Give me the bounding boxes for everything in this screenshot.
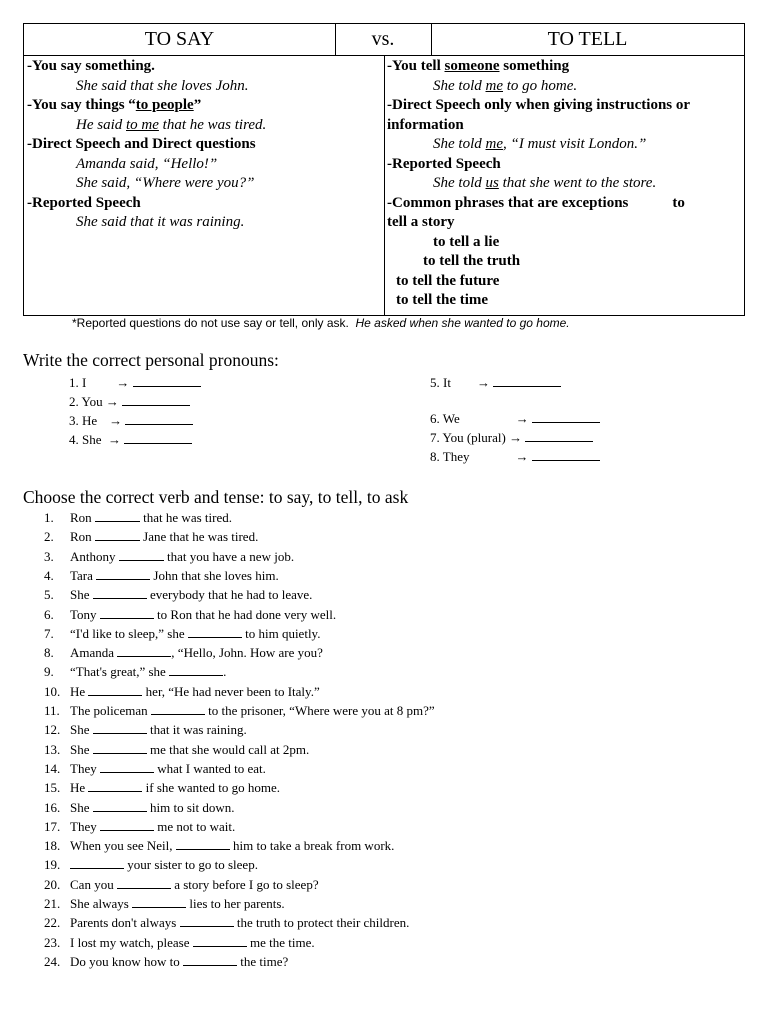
pronoun-item-7: 7. You (plural) → xyxy=(430,430,593,446)
say-rule-3: -Direct Speech and Direct questions xyxy=(27,136,256,152)
exercise-number: 1. xyxy=(44,510,54,525)
exercise-item xyxy=(44,800,235,816)
answer-blank[interactable] xyxy=(96,568,150,580)
answer-blank[interactable] xyxy=(117,877,171,889)
exercise-number: 7. xyxy=(44,625,54,641)
exercise-number: 22. xyxy=(44,915,61,931)
answer-blank[interactable] xyxy=(124,432,192,444)
exercise-item xyxy=(44,742,309,758)
exercise-text-after: to the prisoner, “Where were you at 8 pm?” xyxy=(204,703,435,718)
exercise-text-before: Tara xyxy=(70,567,97,583)
header-divider-2 xyxy=(431,24,432,56)
exercise-number: 11. xyxy=(44,703,60,718)
exercise-text-after: her, “He had never been to Italy.” xyxy=(142,683,320,699)
answer-blank[interactable] xyxy=(169,664,223,676)
tell-rule-2b: information xyxy=(387,116,464,133)
exercise-text-after: . xyxy=(223,664,227,680)
pronoun-item-1: 1. I → xyxy=(69,375,201,391)
answer-blank[interactable] xyxy=(88,684,142,696)
exercise-text-after: the time? xyxy=(237,953,289,969)
arrow-icon: → xyxy=(515,411,529,426)
arrow-icon: → xyxy=(108,432,121,447)
say-example-2: He said to me that he was tired. xyxy=(76,116,267,133)
exercise-text-before: He xyxy=(70,780,89,796)
arrow-icon: → xyxy=(476,375,490,390)
answer-blank[interactable] xyxy=(70,857,124,869)
exercise-number: 16. xyxy=(44,799,61,815)
answer-blank[interactable] xyxy=(532,449,600,461)
exercise-number: 13. xyxy=(44,741,61,757)
exercise-item xyxy=(44,703,435,719)
answer-blank[interactable] xyxy=(180,915,234,927)
tell-rule-2a: -Direct Speech only when giving instructions or xyxy=(387,97,691,113)
exercise-text-after: the truth to protect their children. xyxy=(233,915,410,931)
exercise-item xyxy=(44,664,226,680)
exercise-text-after: him to take a break from work. xyxy=(229,838,395,854)
exercise-text-after: , “Hello, John. How are you? xyxy=(171,645,323,661)
header-divider-1 xyxy=(335,24,336,56)
pronoun-item-6: 6. We → xyxy=(430,411,600,427)
answer-blank[interactable] xyxy=(93,742,147,754)
header-to-say: TO SAY xyxy=(144,28,215,50)
say-example-5: She said that it was raining. xyxy=(76,214,245,230)
exercise-text-after: that you have a new job. xyxy=(163,548,295,564)
exercise-text-before: Amanda xyxy=(70,645,118,661)
exercise-text-before: They xyxy=(70,760,100,776)
exercise-item xyxy=(44,645,323,661)
pronoun-item-8: 8. They → xyxy=(430,449,600,465)
say-rule-2: -You say things “to people” xyxy=(27,97,202,113)
exercise-text-before: Parents don't always xyxy=(70,915,180,931)
exercise-item xyxy=(44,857,258,873)
pronoun-item-5: 5. It → xyxy=(430,375,561,391)
exercise-text-after: to Ron that he had done very well. xyxy=(153,606,337,622)
tell-example-3: She told us that she went to the store. xyxy=(433,175,657,191)
answer-blank[interactable] xyxy=(93,722,147,734)
exercise-text-before: Can you xyxy=(70,876,117,892)
answer-blank[interactable] xyxy=(100,761,154,773)
exercise-item xyxy=(44,954,288,970)
exercise-item xyxy=(44,915,409,931)
footnote: *Reported questions do not use say or tell, only ask. He asked when she wanted to go home. xyxy=(72,316,570,330)
tell-phrase-lie: to tell a lie xyxy=(433,233,500,250)
answer-blank[interactable] xyxy=(122,394,190,406)
exercise-text-before: They xyxy=(70,818,100,834)
exercise-item xyxy=(44,568,279,584)
exercise-number: 10. xyxy=(44,683,61,699)
exercise-text-before: “That's great,” she xyxy=(70,664,170,680)
arrow-icon: → xyxy=(509,430,523,445)
exercise-text-after: that it was raining. xyxy=(146,722,247,738)
exercise-number: 17. xyxy=(44,818,61,834)
exercise-text-before: The policeman xyxy=(70,703,151,718)
say-example-4: She said, “Where were you?” xyxy=(76,175,255,191)
tell-rule-4a: -Common phrases that are exceptions to xyxy=(387,194,685,211)
exercise-text-before: “I'd like to sleep,” she xyxy=(70,625,188,641)
exercise-number: 4. xyxy=(44,567,54,583)
exercise-text-after: that he was tired. xyxy=(139,510,232,525)
exercise-item xyxy=(44,935,315,951)
tell-phrase-time: to tell the time xyxy=(396,292,489,308)
exercise-number: 9. xyxy=(44,664,54,680)
exercise-text-after: me not to wait. xyxy=(153,818,236,834)
exercise-item xyxy=(44,510,232,526)
exercise-item xyxy=(44,587,312,603)
exercise-text-before: He xyxy=(70,683,89,699)
exercise-number: 2. xyxy=(44,529,54,545)
exercise-number: 5. xyxy=(44,587,54,603)
pronoun-item-2: 2. You → xyxy=(69,394,190,410)
header-to-tell: TO TELL xyxy=(547,28,628,50)
exercise-number: 14. xyxy=(44,760,61,776)
exercise-text-after: everybody that he had to leave. xyxy=(146,587,313,603)
answer-blank[interactable] xyxy=(525,430,593,442)
answer-blank[interactable] xyxy=(125,413,193,425)
answer-blank[interactable] xyxy=(88,780,142,792)
to-say-column xyxy=(27,57,381,233)
exercise-text-before: She xyxy=(70,799,93,815)
exercise-item xyxy=(44,529,258,545)
arrow-icon: → xyxy=(109,413,123,428)
exercise-text-after: Jane that he was tired. xyxy=(139,529,259,545)
table-header-row xyxy=(24,24,744,56)
exercise-number: 8. xyxy=(44,645,54,661)
exercise-number: 15. xyxy=(44,780,61,796)
column-divider xyxy=(384,56,385,316)
exercise-item xyxy=(44,780,280,796)
exercise-item xyxy=(44,626,320,642)
exercise-text-after: a story before I go to sleep? xyxy=(170,876,319,892)
answer-blank[interactable] xyxy=(100,819,154,831)
tell-rule-3: -Reported Speech xyxy=(387,155,501,172)
exercise-text-after: your sister to go to sleep. xyxy=(124,857,258,873)
exercise-item xyxy=(44,896,285,912)
tell-example-2: She told me, “I must visit London.” xyxy=(433,136,647,152)
tell-rule-4b: tell a story xyxy=(387,214,455,230)
pronouns-title: Write the correct personal pronouns: xyxy=(23,350,279,370)
exercise-item xyxy=(44,549,294,565)
answer-blank[interactable] xyxy=(95,529,140,541)
exercise-text-after: what I wanted to eat. xyxy=(153,760,266,776)
say-example-1: She said that she loves John. xyxy=(76,77,249,94)
to-tell-column xyxy=(387,57,743,311)
arrow-icon: → xyxy=(515,449,529,464)
say-rule-1: -You say something. xyxy=(27,58,155,74)
exercise-number: 24. xyxy=(44,953,61,969)
exercise-text-before: Do you know how to xyxy=(70,953,184,969)
answer-blank[interactable] xyxy=(93,587,147,599)
exercise-text-after: lies to her parents. xyxy=(186,896,285,911)
exercise-text-before: She always xyxy=(70,896,133,911)
exercise-text-before: Anthony xyxy=(70,548,119,564)
exercise-number: 20. xyxy=(44,876,61,892)
exercise-number: 6. xyxy=(44,606,54,622)
answer-blank[interactable] xyxy=(176,838,230,850)
exercise-number: 21. xyxy=(44,896,61,911)
exercise-text-before: Ron xyxy=(70,529,95,545)
arrow-icon: → xyxy=(116,375,130,390)
answer-blank[interactable] xyxy=(133,375,201,387)
say-example-3: Amanda said, “Hello!” xyxy=(76,155,218,172)
exercise-item xyxy=(44,819,235,835)
answer-blank[interactable] xyxy=(493,375,561,387)
exercise-number: 18. xyxy=(44,838,61,854)
verbs-title: Choose the correct verb and tense: to say, to tell, to ask xyxy=(23,487,409,507)
exercise-item xyxy=(44,761,266,777)
exercise-text-before: She xyxy=(70,741,93,757)
exercise-text-after: to him quietly. xyxy=(241,625,321,641)
exercise-number: 23. xyxy=(44,934,61,950)
exercise-text-before: Tony xyxy=(70,606,100,622)
answer-blank[interactable] xyxy=(183,954,237,966)
exercise-item xyxy=(44,722,247,738)
exercise-text-after: me that she would call at 2pm. xyxy=(146,741,310,757)
answer-blank[interactable] xyxy=(95,510,140,522)
answer-blank[interactable] xyxy=(117,645,171,657)
exercise-text-before: She xyxy=(70,722,93,738)
pronoun-item-3: 3. He → xyxy=(69,413,193,429)
answer-blank[interactable] xyxy=(151,703,205,715)
exercise-text-before: Ron xyxy=(70,510,95,525)
exercise-text-before: When you see Neil, xyxy=(70,838,176,854)
tell-example-1: She told me to go home. xyxy=(433,77,578,94)
exercise-item xyxy=(44,607,336,623)
pronoun-item-4: 4. She → xyxy=(69,432,192,448)
answer-blank[interactable] xyxy=(532,411,600,423)
exercise-text-after: him to sit down. xyxy=(146,799,235,815)
exercise-text-before: I lost my watch, please xyxy=(70,934,193,950)
tell-rule-1: -You tell someone something xyxy=(387,58,570,74)
exercise-text-after: me the time. xyxy=(246,934,315,950)
arrow-icon: → xyxy=(105,394,119,409)
header-vs: vs. xyxy=(371,28,395,50)
answer-blank[interactable] xyxy=(93,800,147,812)
exercise-number: 3. xyxy=(44,548,54,564)
exercise-item xyxy=(44,838,394,854)
say-rule-4: -Reported Speech xyxy=(27,194,141,211)
exercise-number: 12. xyxy=(44,722,61,738)
exercise-item xyxy=(44,684,320,700)
exercise-text-after: if she wanted to go home. xyxy=(142,780,280,796)
answer-blank[interactable] xyxy=(193,935,247,947)
tell-phrase-future: to tell the future xyxy=(396,272,500,289)
answer-blank[interactable] xyxy=(188,626,242,638)
answer-blank[interactable] xyxy=(119,549,164,561)
answer-blank[interactable] xyxy=(132,896,186,908)
say-tell-comparison-table xyxy=(23,23,745,316)
answer-blank[interactable] xyxy=(100,607,154,619)
exercise-text-after: John that she loves him. xyxy=(150,567,279,583)
exercise-item xyxy=(44,877,319,893)
exercise-text-before: She xyxy=(70,587,93,603)
exercise-number: 19. xyxy=(44,857,61,873)
tell-phrase-truth: to tell the truth xyxy=(423,253,521,269)
